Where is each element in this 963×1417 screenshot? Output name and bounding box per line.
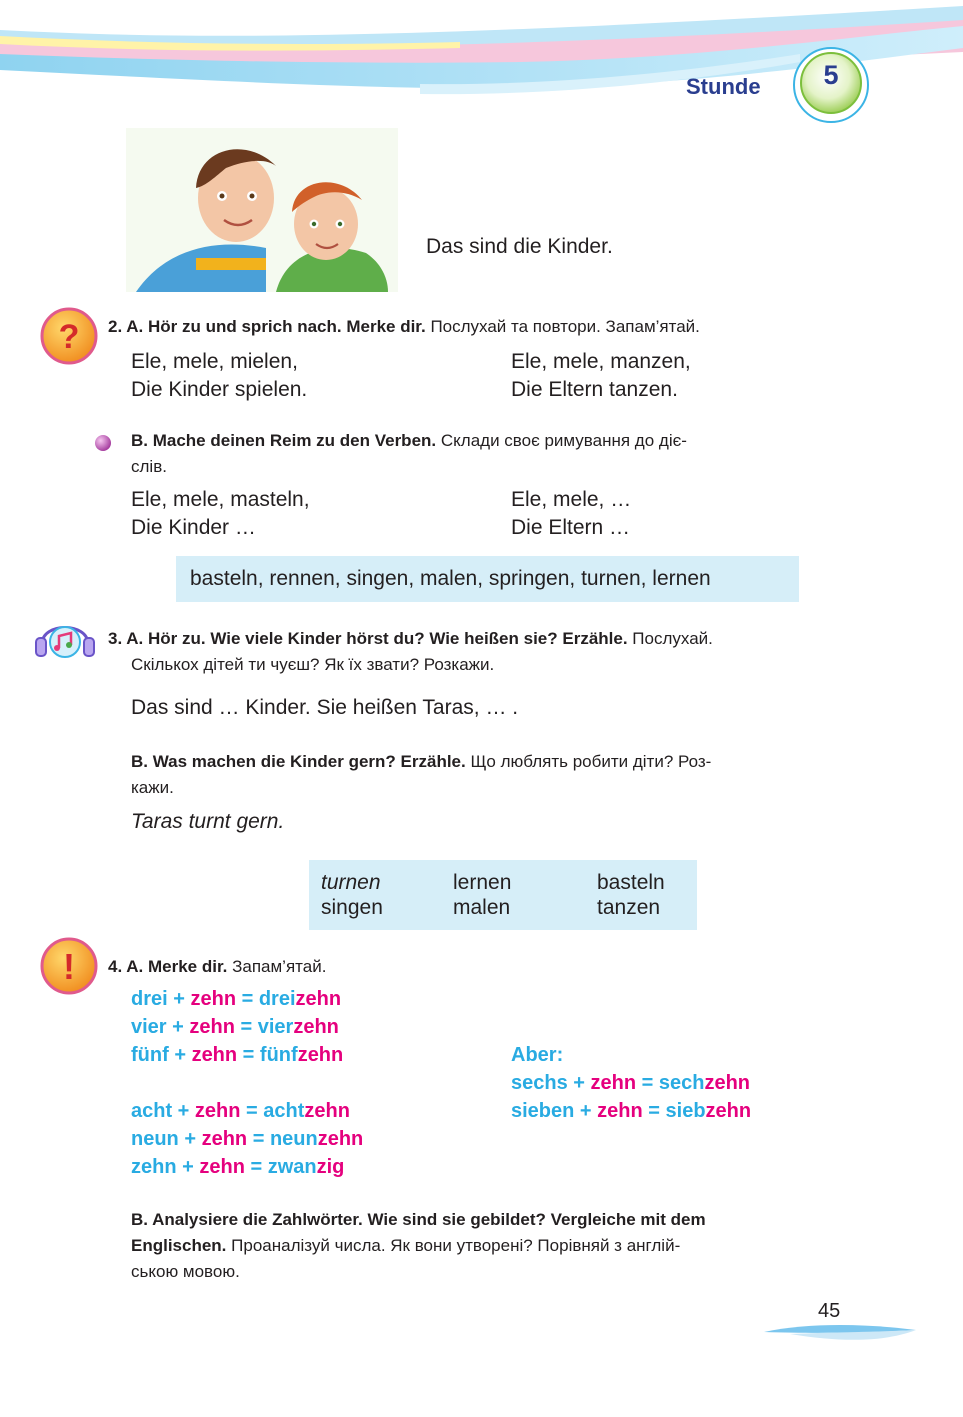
- table-cell: basteln: [597, 871, 665, 894]
- ex3-b-instruction-ua: Що люблять робити діти? Роз-: [465, 752, 712, 771]
- ex3-b-example: Taras turnt gern.: [131, 810, 285, 833]
- ex3-b-instruction-de: B. Was machen die Kinder gern? Erzähle.: [131, 752, 466, 771]
- two-boys-illustration: [126, 128, 398, 292]
- ex2-b-right: [511, 486, 631, 542]
- number-equation: acht + zehn = achtzehn: [131, 1100, 350, 1122]
- number-equation: sechs + zehn = sechzehn: [511, 1072, 751, 1094]
- rhyme-line: Ele, mele, manzen,: [511, 350, 691, 373]
- svg-text:!: !: [63, 946, 75, 987]
- rhyme-line: Die Kinder …: [131, 516, 256, 539]
- svg-text:?: ?: [58, 318, 80, 356]
- ex3-b-instruction-ua-cont: кажи.: [131, 778, 174, 797]
- ex4-b-instruction-de: B. Analysiere die Zahlwörter. Wie sind sie gebildet? Vergleiche mit dem: [131, 1210, 706, 1229]
- rhyme-line: Ele, mele, masteln,: [131, 488, 310, 511]
- ex2-b-instruction: [131, 428, 845, 480]
- intro-caption: Das sind die Kinder.: [426, 235, 613, 258]
- verb-table: [309, 860, 697, 930]
- ex4-a-instruction-ua: Запам’ятай.: [227, 957, 327, 976]
- ex4-a-instruction: [108, 954, 326, 980]
- footer-swoosh: [760, 1318, 920, 1348]
- rhyme-line: Ele, mele, …: [511, 488, 632, 511]
- rhyme-line: Die Kinder spielen.: [131, 378, 308, 401]
- exclamation-icon: [38, 936, 100, 996]
- table-cell: tanzen: [597, 896, 661, 919]
- ex2-rhyme-right: [511, 348, 691, 404]
- rhyme-line: Ele, mele, mielen,: [131, 350, 298, 373]
- ex4-b-instruction-ua-cont: ською мовою.: [131, 1262, 240, 1281]
- verb-table-col-2: [453, 870, 511, 920]
- question-mark-icon: [38, 306, 100, 366]
- ex2-b-instruction-de: B. Mache deinen Reim zu den Verben.: [131, 431, 437, 450]
- rhyme-line: Die Eltern …: [511, 516, 631, 539]
- ex3-a-instruction-de: 3. A. Hör zu. Wie viele Kinder hörst du? Wie heißen sie? Erzähle.: [108, 629, 628, 648]
- ex4-b-instruction: [131, 1207, 845, 1285]
- number-equation: neun + zehn = neunzehn: [131, 1128, 364, 1150]
- ex2-b-instruction-ua: Склади своє римування до діє-: [436, 431, 687, 450]
- ex3-a-instruction-ua-cont: Скількох дітей ти чуєш? Як їх звати? Розкажи.: [131, 655, 495, 674]
- aber-label: Aber:: [511, 1044, 564, 1066]
- ex2-rhyme-left: [131, 348, 307, 404]
- ex2-a-instruction: [108, 314, 848, 340]
- ex2-b-instruction-ua-cont: слів.: [131, 457, 167, 476]
- lesson-number: 5: [823, 60, 839, 90]
- number-equation: fünf + zehn = fünfzehn: [131, 1044, 344, 1066]
- numbers-right: [511, 1041, 751, 1125]
- number-equation: vier + zehn = vierzehn: [131, 1016, 339, 1038]
- ex3-b-instruction: [131, 749, 845, 801]
- numbers-left: [131, 985, 363, 1181]
- verbs-box: basteln, rennen, singen, malen, springen, turnen, lernen: [176, 556, 799, 602]
- table-cell: singen: [321, 896, 383, 919]
- verb-table-col-3: [597, 870, 665, 920]
- number-equation: drei + zehn = dreizehn: [131, 988, 342, 1010]
- table-cell: lernen: [453, 871, 512, 894]
- ex4-a-instruction-de: 4. A. Merke dir.: [108, 957, 228, 976]
- table-cell: turnen: [321, 871, 381, 894]
- bullet-dot-icon: [94, 434, 112, 452]
- ex2-b-left: [131, 486, 310, 542]
- number-equation: sieben + zehn = siebzehn: [511, 1100, 752, 1122]
- number-equation: zehn + zehn = zwanzig: [131, 1156, 345, 1178]
- ex3-a-sentence: Das sind … Kinder. Sie heißen Taras, … .: [131, 696, 519, 719]
- verb-table-col-1: [321, 870, 383, 920]
- ex2-a-instruction-ua: Послухай та повтори. Запам’ятай.: [425, 317, 700, 336]
- ex4-b-instruction-de-cont: Englischen.: [131, 1236, 227, 1255]
- ex3-a-instruction: [108, 626, 848, 678]
- page-number: 45: [818, 1300, 841, 1322]
- ex2-a-instruction-de: 2. A. Hör zu und sprich nach. Merke dir.: [108, 317, 426, 336]
- table-cell: malen: [453, 896, 511, 919]
- ex4-b-instruction-ua: Проаналізуй числа. Як вони утворені? Порівняй з англій-: [226, 1236, 681, 1255]
- stunde-label: Stunde: [686, 74, 761, 99]
- headphones-icon: [32, 614, 98, 664]
- ex3-a-instruction-ua: Послухай.: [627, 629, 713, 648]
- rhyme-line: Die Eltern tanzen.: [511, 378, 678, 401]
